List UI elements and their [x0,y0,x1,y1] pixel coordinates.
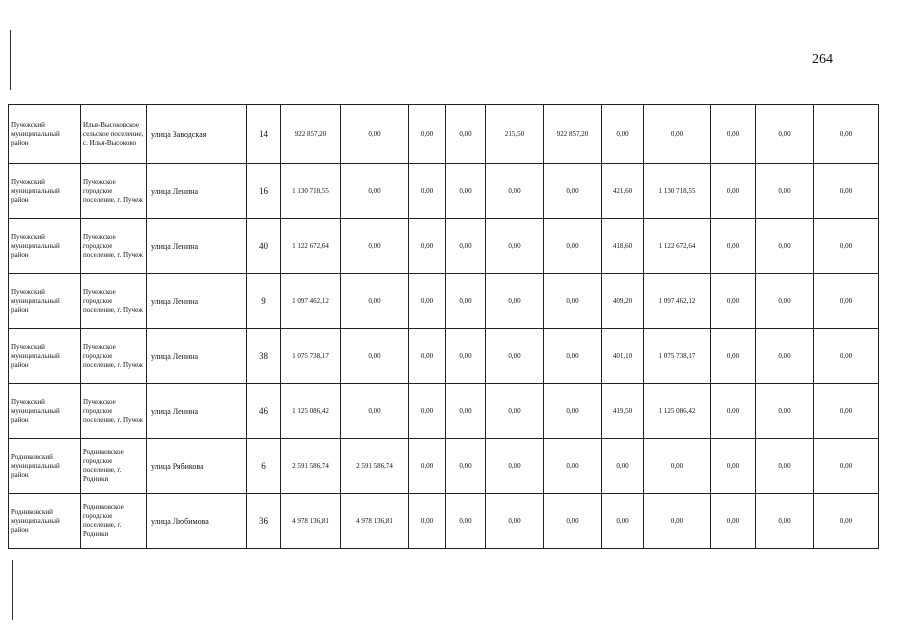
amount-cell: 0,00 [544,494,602,549]
amount-cell: 0,00 [544,164,602,219]
street-cell: улица Ленина [147,329,247,384]
data-table-wrapper [8,104,879,549]
amount-cell: 1 130 718,55 [644,164,711,219]
amount-cell: 0,00 [446,219,486,274]
amount-cell: 1 125 086,42 [644,384,711,439]
amount-cell: 0,00 [446,164,486,219]
region-cell: Пучежский муниципальный район [9,329,81,384]
amount-cell: 0,00 [644,494,711,549]
amount-total-cell: 1 125 086,42 [281,384,341,439]
amount-cell: 0,00 [341,384,409,439]
amount-cell: 0,00 [756,439,814,494]
amount-cell: 0,00 [756,105,814,164]
amount-cell: 0,00 [341,329,409,384]
house-number-cell: 9 [247,274,281,329]
region-cell: Пучежский муниципальный район [9,105,81,164]
table-row [9,274,879,329]
house-number-cell: 38 [247,329,281,384]
region-cell: Пучежский муниципальный район [9,164,81,219]
page-number: 264 [812,52,833,67]
amount-cell: 0,00 [486,329,544,384]
street-cell: улица Заводская [147,105,247,164]
amount-cell: 0,00 [756,329,814,384]
amount-cell: 0,00 [814,329,879,384]
amount-cell: 0,00 [409,164,446,219]
street-cell: улица Любимова [147,494,247,549]
table-row [9,329,879,384]
amount-cell: 0,00 [644,105,711,164]
settlement-cell: Родниковское городское поселение, г. Родники [81,439,147,494]
amount-cell: 0,00 [814,164,879,219]
amount-total-cell: 1 130 718,55 [281,164,341,219]
amount-cell: 0,00 [446,274,486,329]
area-cell: 0,00 [602,494,644,549]
amount-cell: 0,00 [711,494,756,549]
settlement-cell: Пучежское городское поселение, г. Пучеж [81,164,147,219]
amount-cell: 0,00 [711,329,756,384]
area-cell: 0,00 [602,439,644,494]
amount-cell: 0,00 [341,274,409,329]
amount-cell: 0,00 [409,219,446,274]
area-cell: 401,10 [602,329,644,384]
table-row [9,219,879,274]
settlement-cell: Пучежское городское поселение, г. Пучеж [81,274,147,329]
region-cell: Пучежский муниципальный район [9,384,81,439]
amount-cell: 1 122 672,64 [644,219,711,274]
amount-cell: 0,00 [711,384,756,439]
amount-total-cell: 1 075 738,17 [281,329,341,384]
area-cell: 421,60 [602,164,644,219]
amount-cell: 0,00 [446,439,486,494]
table-row [9,384,879,439]
street-cell: улица Ленина [147,164,247,219]
house-number-cell: 14 [247,105,281,164]
house-number-cell: 6 [247,439,281,494]
amount-cell: 0,00 [486,494,544,549]
amount-cell: 0,00 [814,439,879,494]
region-cell: Родниковский муниципальный район [9,494,81,549]
scan-mark [10,30,11,90]
settlement-cell: Пучежское городское поселение, г. Пучеж [81,384,147,439]
amount-cell: 0,00 [814,274,879,329]
scan-mark [12,560,13,620]
house-number-cell: 16 [247,164,281,219]
amount-cell: 0,00 [544,384,602,439]
amount-cell: 0,00 [409,105,446,164]
house-number-cell: 46 [247,384,281,439]
amount-cell: 0,00 [409,494,446,549]
amount-cell: 0,00 [644,439,711,494]
amount-cell: 0,00 [446,384,486,439]
settlement-cell: Родниковское городское поселение, г. Родники [81,494,147,549]
amount-cell: 0,00 [446,494,486,549]
region-cell: Пучежский муниципальный район [9,274,81,329]
settlement-cell: Пучежское городское поселение, г. Пучеж [81,329,147,384]
street-cell: улица Рябикова [147,439,247,494]
house-number-cell: 40 [247,219,281,274]
amount-cell: 0,00 [341,164,409,219]
amount-cell: 0,00 [409,274,446,329]
amount-cell: 0,00 [446,105,486,164]
amount-cell: 0,00 [486,384,544,439]
region-cell: Родниковский муниципальный район [9,439,81,494]
table-row [9,105,879,164]
amount-cell: 215,50 [486,105,544,164]
amount-cell: 0,00 [409,329,446,384]
amount-total-cell: 1 122 672,64 [281,219,341,274]
amount-total-cell: 4 978 136,81 [281,494,341,549]
amount-cell: 0,00 [756,274,814,329]
amount-cell: 0,00 [341,105,409,164]
area-cell: 419,50 [602,384,644,439]
region-cell: Пучежский муниципальный район [9,219,81,274]
amount-cell: 0,00 [486,164,544,219]
house-number-cell: 36 [247,494,281,549]
street-cell: улица Ленина [147,274,247,329]
amount-cell: 0,00 [486,439,544,494]
amount-cell: 0,00 [814,494,879,549]
amount-cell: 0,00 [756,164,814,219]
amount-cell: 0,00 [711,274,756,329]
amount-cell: 0,00 [544,219,602,274]
amount-cell: 4 978 136,81 [341,494,409,549]
amount-cell: 0,00 [711,219,756,274]
amount-cell: 0,00 [544,274,602,329]
table-row [9,439,879,494]
amount-cell: 0,00 [446,329,486,384]
amount-cell: 922 857,20 [544,105,602,164]
amount-cell: 0,00 [711,164,756,219]
amount-cell: 0,00 [544,329,602,384]
amount-cell: 0,00 [814,105,879,164]
amount-cell: 0,00 [756,494,814,549]
amount-cell: 0,00 [409,439,446,494]
amount-cell: 2 591 586,74 [341,439,409,494]
area-cell: 0,00 [602,105,644,164]
amount-cell: 0,00 [409,384,446,439]
amount-cell: 1 075 738,17 [644,329,711,384]
area-cell: 418,60 [602,219,644,274]
amount-cell: 1 097 462,12 [644,274,711,329]
settlement-cell: Илья-Высоковское сельское поселение, с. Илья-Высоково [81,105,147,164]
amount-cell: 0,00 [711,105,756,164]
data-table [8,104,879,549]
amount-cell: 0,00 [544,439,602,494]
amount-cell: 0,00 [814,219,879,274]
amount-total-cell: 1 097 462,12 [281,274,341,329]
street-cell: улица Ленина [147,219,247,274]
amount-cell: 0,00 [486,274,544,329]
settlement-cell: Пучежское городское поселение, г. Пучеж [81,219,147,274]
area-cell: 409,20 [602,274,644,329]
amount-cell: 0,00 [814,384,879,439]
table-row [9,494,879,549]
amount-cell: 0,00 [711,439,756,494]
street-cell: улица Ленина [147,384,247,439]
amount-cell: 0,00 [341,219,409,274]
table-row [9,164,879,219]
amount-cell: 0,00 [756,384,814,439]
amount-total-cell: 922 857,20 [281,105,341,164]
amount-cell: 0,00 [486,219,544,274]
amount-cell: 0,00 [756,219,814,274]
amount-total-cell: 2 591 586,74 [281,439,341,494]
